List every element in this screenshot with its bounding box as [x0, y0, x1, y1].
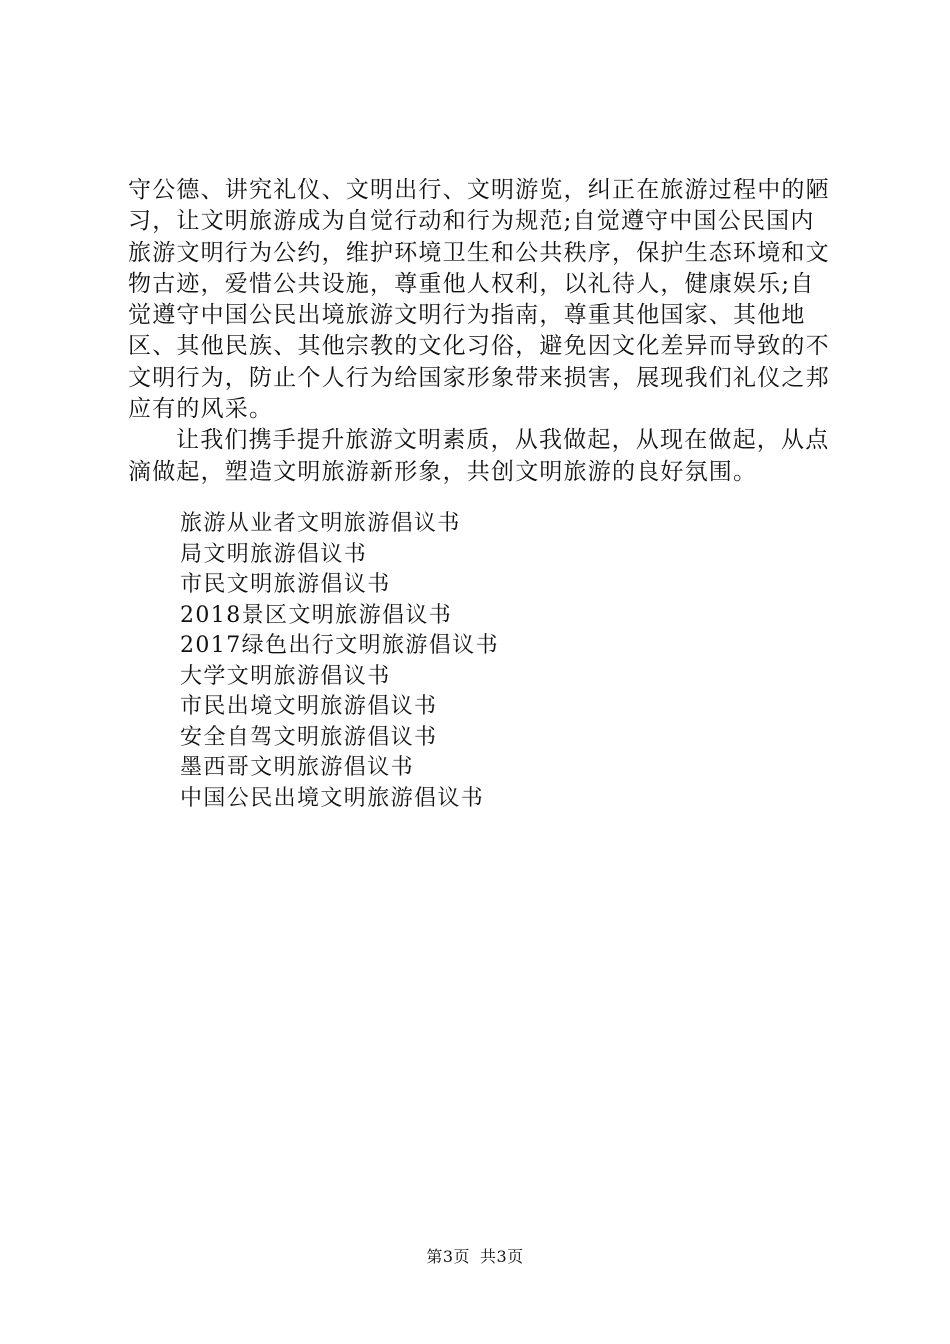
related-title-item[interactable]: 2018景区文明旅游倡议书	[180, 602, 453, 628]
related-title-item[interactable]: 市民文明旅游倡议书	[180, 572, 391, 597]
related-title-item[interactable]: 旅游从业者文明旅游倡议书	[180, 511, 461, 536]
page-footer	[0, 1244, 950, 1267]
page-total: 共3页	[480, 1247, 524, 1266]
paragraph-continued: 守公德、讲究礼仪、文明出行、文明游览，纠正在旅游过程中的陋习，让文明旅游成为自觉行动和行为规范;自觉遵守中国公民国内旅游文明行为公约，维护环境卫生和公共秩序，保护生态环境和文物古迹，爱惜公共设施，尊重他人权利，以礼待人，健康娱乐;自觉遵守中国公民出境旅游文明行为指南，尊重其他国家、其他地区、其他民族、其他宗教的文化习俗，避免因文化差异而导致的不文明行为，防止个人行为给国家形象带来损害，展现我们礼仪之邦应有的风采。	[128, 177, 830, 423]
related-title-item[interactable]: 安全自驾文明旅游倡议书	[180, 724, 438, 750]
related-titles-list	[180, 509, 499, 814]
related-title-item[interactable]: 市民出境文明旅游倡议书	[180, 694, 438, 719]
page-number: 第3页	[426, 1247, 470, 1266]
related-title-item[interactable]: 2017绿色出行文明旅游倡议书	[180, 633, 499, 658]
related-title-item[interactable]: 中国公民出境文明旅游倡议书	[180, 785, 485, 811]
document-body	[128, 175, 838, 488]
related-title-item[interactable]: 墨西哥文明旅游倡议书	[180, 755, 415, 780]
paragraph-closing: 让我们携手提升旅游文明素质，从我做起，从现在做起，从点滴做起，塑造文明旅游新形象，共创文明旅游的良好氛围。	[128, 427, 830, 485]
related-title-item[interactable]: 局文明旅游倡议书	[180, 541, 368, 567]
related-title-item[interactable]: 大学文明旅游倡议书	[180, 663, 391, 689]
